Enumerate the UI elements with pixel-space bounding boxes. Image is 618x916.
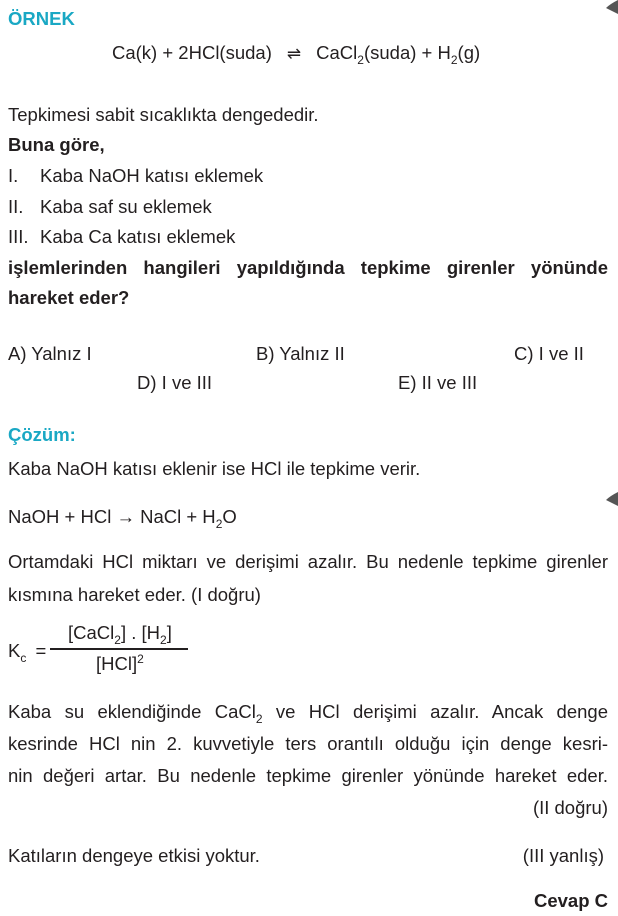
solution-para2-line3: nin değeri artar. Bu nedenle tepkime girenler yönünde hareket eder.: [8, 765, 608, 786]
solution-equation: NaOH + HCl → NaCl + $H_2O$: [8, 506, 237, 531]
reaction-product: CaCl: [316, 42, 358, 63]
list-item: II. Kaba saf su eklemek: [8, 196, 212, 217]
question-intro: Tepkimesi sabit sıcaklıkta dengededir.: [8, 104, 319, 125]
example-title: ÖRNEK: [8, 8, 75, 29]
question-prompt-line1: işlemlerinden hangileri yapıldığında tepkime girenler yönünde: [8, 257, 608, 278]
kc-numerator: [CaCl$_2$] . $[H_2]$: [68, 622, 172, 647]
reaction-reactants: Ca(k) + 2HCl(suda): [112, 42, 272, 63]
question-lead: Buna göre,: [8, 134, 105, 155]
option-a: A) Yalnız I: [8, 343, 92, 364]
kc-denominator: [HCl]$^2$: [96, 652, 144, 674]
equilibrium-arrow-icon: ⇌: [286, 44, 302, 63]
solution-para1-line2: kısmına hareket eder. (I doğru): [8, 584, 261, 605]
pencil-icon: [604, 0, 618, 14]
option-c: C) I ve II: [514, 343, 584, 364]
reaction-equation: Ca(k) + 2HCl(suda) ⇌ CaCl$_2$(suda) + $H_2(g)$: [112, 42, 481, 67]
list-item: III. Kaba Ca katısı eklemek: [8, 226, 236, 247]
solution-para2-note: (II doğru): [532, 797, 608, 818]
list-item: I. Kaba NaOH katısı eklemek: [8, 165, 264, 186]
solution-line1: Kaba NaOH katısı eklenir ise HCl ile tepkime verir.: [8, 458, 421, 479]
solution-last-note: (III yanlış): [522, 845, 604, 866]
solution-last-line: Katıların dengeye etkisi yoktur.: [8, 845, 260, 866]
option-d: D) I ve III: [137, 372, 213, 393]
solution-title: Çözüm:: [8, 424, 76, 445]
solution-para1-line1: Ortamdaki HCl miktarı ve derişimi azalır. Bu nedenle tepkime girenler: [8, 551, 608, 572]
question-prompt-line2: hareket eder?: [8, 287, 130, 308]
solution-para2-line2: kesrinde HCl nin 2. kuvvetiyle ters orantılı olduğu için denge kesri-: [8, 733, 608, 754]
option-b: B) Yalnız II: [256, 343, 345, 364]
fraction-bar: [50, 648, 188, 650]
reaction-arrow-icon: →: [116, 506, 135, 527]
solution-para2-line1: Kaba su eklendiğinde CaCl$_2$ ve HCl derişimi azalır. Ancak denge: [8, 701, 609, 726]
answer-label: Cevap C: [533, 890, 608, 911]
pencil-icon: [604, 492, 618, 506]
option-e: E) II ve III: [398, 372, 478, 393]
kc-label: $K_c$ =: [8, 640, 47, 665]
